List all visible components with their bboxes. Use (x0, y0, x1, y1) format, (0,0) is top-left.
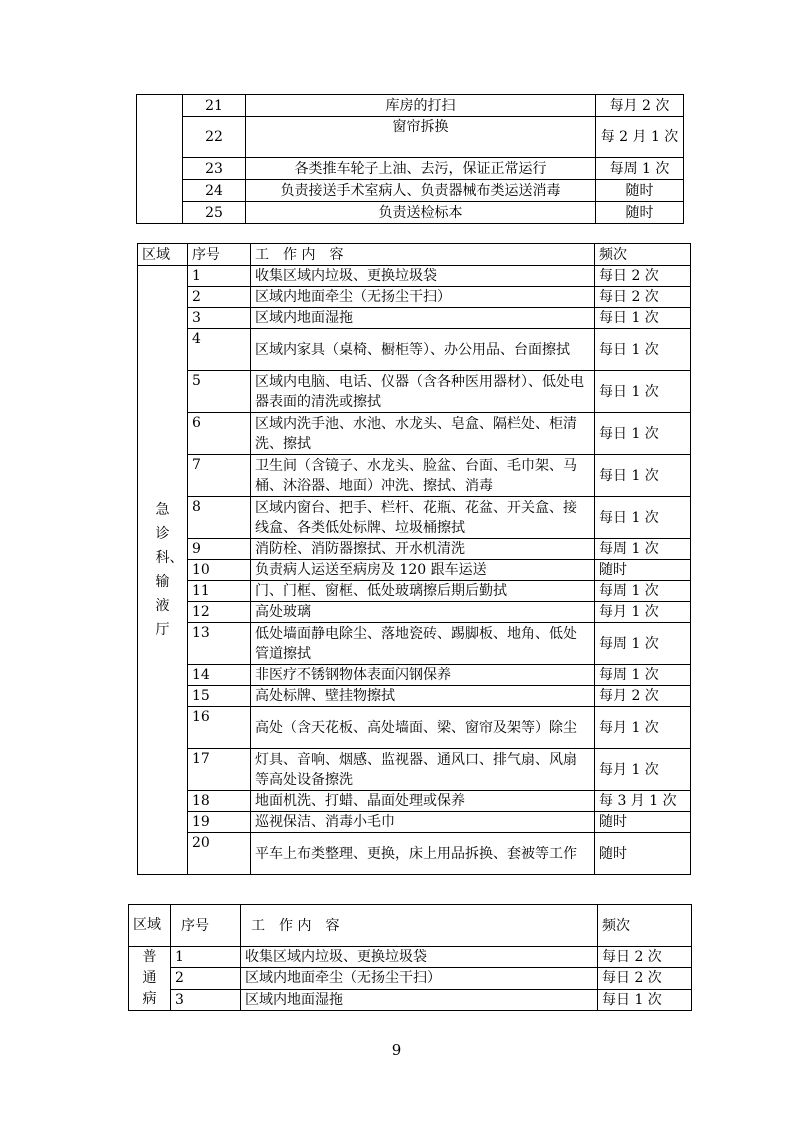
table-row (138, 539, 691, 560)
row-content: 门、门框、窗框、低处玻璃擦后期后勤拭 (251, 581, 595, 602)
row-number: 4 (188, 329, 251, 371)
table-row (138, 707, 691, 749)
row-number: 17 (188, 749, 251, 791)
table-row (137, 158, 684, 180)
row-content: 区域内家具（桌椅、橱柜等）、办公用品、台面擦拭 (251, 329, 595, 371)
row-content: 区域内地面牵尘（无扬尘干扫） (251, 287, 595, 308)
row-content: 区域内洗手池、水池、水龙头、皂盒、隔栏处、柜清洗、擦拭 (251, 413, 595, 455)
row-content: 区域内地面牵尘（无扬尘干扫） (241, 968, 598, 989)
row-frequency: 随时 (595, 812, 691, 833)
table-row (129, 947, 692, 968)
row-frequency: 随时 (596, 202, 684, 224)
row-number: 18 (188, 791, 251, 812)
table-row (138, 455, 691, 497)
table-general-ward (128, 904, 692, 1011)
table-row (138, 791, 691, 812)
row-number: 21 (183, 95, 246, 117)
row-number: 9 (188, 539, 251, 560)
row-frequency: 每周 1 次 (595, 581, 691, 602)
table-row (138, 665, 691, 686)
row-frequency: 每日 1 次 (595, 455, 691, 497)
header-area: 区域 (138, 244, 188, 266)
table-continued (136, 94, 684, 224)
area-label: 急诊科、输液厅 (155, 502, 184, 638)
row-content: 灯具、音响、烟感、监视器、通风口、排气扇、风扇等高处设备擦洗 (251, 749, 595, 791)
area-cell (138, 266, 188, 875)
row-frequency: 每周 1 次 (596, 158, 684, 180)
row-number: 10 (188, 560, 251, 581)
table-row (138, 581, 691, 602)
table-continued-body (137, 95, 684, 224)
row-number: 23 (183, 158, 246, 180)
row-number: 3 (171, 989, 241, 1010)
row-content: 负责接送手术室病人、负责器械布类运送消毒 (246, 180, 596, 202)
row-frequency: 每日 2 次 (595, 266, 691, 287)
table-row (138, 413, 691, 455)
row-frequency: 每月 1 次 (595, 749, 691, 791)
row-content: 库房的打扫 (246, 95, 596, 117)
table-row (129, 989, 692, 1010)
table-general-ward-body (129, 947, 692, 1011)
table-row (138, 602, 691, 623)
row-frequency: 每日 2 次 (595, 287, 691, 308)
row-frequency: 随时 (596, 180, 684, 202)
row-frequency: 每日 1 次 (595, 329, 691, 371)
row-number: 7 (188, 455, 251, 497)
row-number: 14 (188, 665, 251, 686)
row-frequency: 每日 1 次 (595, 308, 691, 329)
row-content: 高处玻璃 (251, 602, 595, 623)
row-number: 6 (188, 413, 251, 455)
row-number: 19 (188, 812, 251, 833)
table-emergency (137, 243, 691, 875)
row-content: 收集区域内垃圾、更换垃圾袋 (251, 266, 595, 287)
header-no: 序号 (188, 244, 251, 266)
row-content: 窗帘拆换 (246, 117, 596, 158)
row-frequency: 随时 (595, 560, 691, 581)
table-row (138, 623, 691, 665)
table-row (129, 968, 692, 989)
table-emergency-body (138, 266, 691, 875)
row-number: 22 (183, 117, 246, 158)
row-content: 低处墙面静电除尘、落地瓷砖、踢脚板、地角、低处管道擦拭 (251, 623, 595, 665)
header-freq: 频次 (598, 905, 692, 947)
row-number: 2 (188, 287, 251, 308)
row-number: 3 (188, 308, 251, 329)
row-number: 8 (188, 497, 251, 539)
row-number: 12 (188, 602, 251, 623)
row-number: 1 (188, 266, 251, 287)
row-frequency: 每周 1 次 (595, 665, 691, 686)
area-cell (129, 947, 171, 1011)
row-frequency: 每日 1 次 (595, 371, 691, 413)
row-number: 2 (171, 968, 241, 989)
row-content: 负责送检标本 (246, 202, 596, 224)
table-row (137, 180, 684, 202)
row-content: 平车上布类整理、更换，床上用品拆换、套被等工作 (251, 833, 595, 875)
row-number: 1 (171, 947, 241, 968)
page-number: 9 (391, 1041, 402, 1059)
row-frequency: 每日 1 次 (595, 497, 691, 539)
row-content: 负责病人运送至病房及 120 跟车运送 (251, 560, 595, 581)
row-number: 15 (188, 686, 251, 707)
row-frequency: 每月 2 次 (595, 686, 691, 707)
row-number: 11 (188, 581, 251, 602)
table-row (138, 287, 691, 308)
row-content: 地面机洗、打蜡、晶面处理或保养 (251, 791, 595, 812)
header-area: 区域 (129, 905, 171, 947)
row-frequency: 每 2 月 1 次 (596, 117, 684, 158)
row-content: 区域内地面湿拖 (251, 308, 595, 329)
table-row (137, 117, 684, 158)
row-content: 区域内窗台、把手、栏杆、花瓶、花盆、开关盒、接线盒、各类低处标牌、垃圾桶擦拭 (251, 497, 595, 539)
row-frequency: 每日 2 次 (598, 968, 692, 989)
table-header-row (138, 244, 691, 266)
row-content: 卫生间（含镜子、水龙头、脸盆、台面、毛巾架、马桶、沐浴器、地面）冲洗、擦拭、消毒 (251, 455, 595, 497)
row-frequency: 随时 (595, 833, 691, 875)
row-frequency: 每月 2 次 (596, 95, 684, 117)
row-frequency: 每月 1 次 (595, 707, 691, 749)
row-number: 5 (188, 371, 251, 413)
table-header-row (129, 905, 692, 947)
row-frequency: 每周 1 次 (595, 539, 691, 560)
row-content: 收集区域内垃圾、更换垃圾袋 (241, 947, 598, 968)
row-content: 各类推车轮子上油、去污，保证正常运行 (246, 158, 596, 180)
header-content: 工 作 内 容 (251, 244, 595, 266)
table-row (138, 497, 691, 539)
row-number: 13 (188, 623, 251, 665)
table-row (138, 266, 691, 287)
table-row (137, 95, 684, 117)
table-row (137, 202, 684, 224)
table-row (138, 329, 691, 371)
header-content: 工 作 内 容 (241, 905, 598, 947)
row-content: 高处（含天花板、高处墙面、梁、窗帘及架等）除尘 (251, 707, 595, 749)
row-frequency: 每日 1 次 (598, 989, 692, 1010)
area-label: 普通病 (142, 949, 157, 1007)
header-freq: 频次 (595, 244, 691, 266)
row-content: 区域内电脑、电话、仪器（含各种医用器材）、低处电器表面的清洗或擦拭 (251, 371, 595, 413)
row-content: 巡视保洁、消毒小毛巾 (251, 812, 595, 833)
row-frequency: 每周 1 次 (595, 623, 691, 665)
row-frequency: 每日 1 次 (595, 413, 691, 455)
row-content: 区域内地面湿拖 (241, 989, 598, 1010)
area-cell-empty (137, 95, 183, 224)
table-row (138, 812, 691, 833)
row-number: 20 (188, 833, 251, 875)
row-number: 24 (183, 180, 246, 202)
table-row (138, 371, 691, 413)
table-row (138, 833, 691, 875)
table-row (138, 749, 691, 791)
header-no: 序号 (171, 905, 241, 947)
row-number: 25 (183, 202, 246, 224)
row-content: 消防栓、消防器擦拭、开水机清洗 (251, 539, 595, 560)
row-frequency: 每日 2 次 (598, 947, 692, 968)
row-number: 16 (188, 707, 251, 749)
table-row (138, 686, 691, 707)
row-frequency: 每 3 月 1 次 (595, 791, 691, 812)
row-frequency: 每月 1 次 (595, 602, 691, 623)
table-row (138, 308, 691, 329)
row-content: 高处标牌、壁挂物擦拭 (251, 686, 595, 707)
row-content: 非医疗不锈钢物体表面闪钢保养 (251, 665, 595, 686)
table-row (138, 560, 691, 581)
